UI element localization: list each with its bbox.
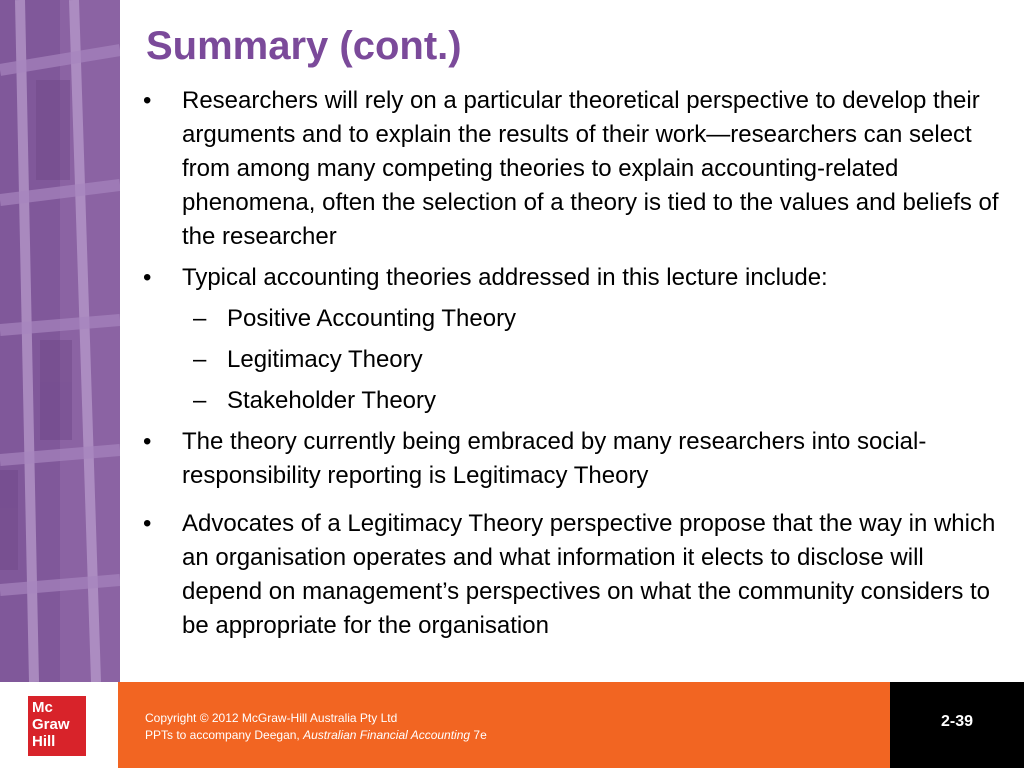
bullet-marker: • — [143, 87, 152, 114]
bullet-marker: • — [143, 264, 152, 291]
sidebar-decoration — [0, 0, 120, 682]
source-prefix: PPTs to accompany Deegan, — [145, 728, 304, 742]
dash-marker: – — [193, 346, 207, 373]
book-title: Australian Financial Accounting — [303, 728, 471, 742]
bullet-text: Researchers will rely on a particular theoretical perspective to develop their arguments and to explain the results of their work—researchers can select from among many competing theories to explain accounting-related phenomena, often the selection of a theory is tied to the values and beliefs of the researcher — [182, 87, 999, 250]
sub-bullet-text: Positive Accounting Theory — [227, 305, 517, 332]
dash-marker: – — [193, 387, 207, 414]
slide-title: Summary (cont.) — [146, 24, 462, 68]
sub-bullet-item — [140, 343, 1010, 377]
bullet-marker: • — [143, 510, 152, 537]
logo-line: Graw — [32, 716, 70, 733]
logo-area — [0, 682, 118, 768]
footer-orange-band — [118, 682, 890, 768]
bullet-item — [140, 84, 1010, 254]
sub-bullet-item — [140, 302, 1010, 336]
page-number: 2-39 — [940, 713, 974, 730]
mcgraw-hill-logo — [28, 696, 86, 756]
dash-marker: – — [193, 305, 207, 332]
bullet-text: Typical accounting theories addressed in this lecture include: — [182, 264, 828, 291]
sub-bullet-item — [140, 384, 1010, 418]
bullet-item — [140, 507, 1010, 643]
copyright-notice — [145, 710, 487, 744]
bullet-item — [140, 425, 1010, 493]
bullet-text: The theory currently being embraced by many researchers into social-responsibility reporting is Legitimacy Theory — [182, 428, 927, 489]
bullet-text: Advocates of a Legitimacy Theory perspective propose that the way in which an organisation operates and what information it elects to disclose will depend on management’s perspectives on what the community considers to be appropriate for the organisation — [182, 510, 996, 639]
logo-line: Mc — [32, 699, 53, 716]
bullet-marker: • — [143, 428, 152, 455]
logo-line: Hill — [32, 733, 56, 750]
source-line — [145, 727, 487, 744]
footer-page-box — [890, 682, 1024, 768]
bullet-list — [140, 84, 1010, 650]
sub-bullet-text: Legitimacy Theory — [227, 346, 423, 373]
bullet-item — [140, 261, 1010, 295]
sidebar-grid-image — [0, 0, 120, 682]
copyright-line: Copyright © 2012 McGraw-Hill Australia Pty Ltd — [145, 711, 398, 725]
edition: 7e — [470, 728, 487, 742]
slide-footer — [0, 682, 1024, 768]
sub-bullet-text: Stakeholder Theory — [227, 387, 437, 414]
